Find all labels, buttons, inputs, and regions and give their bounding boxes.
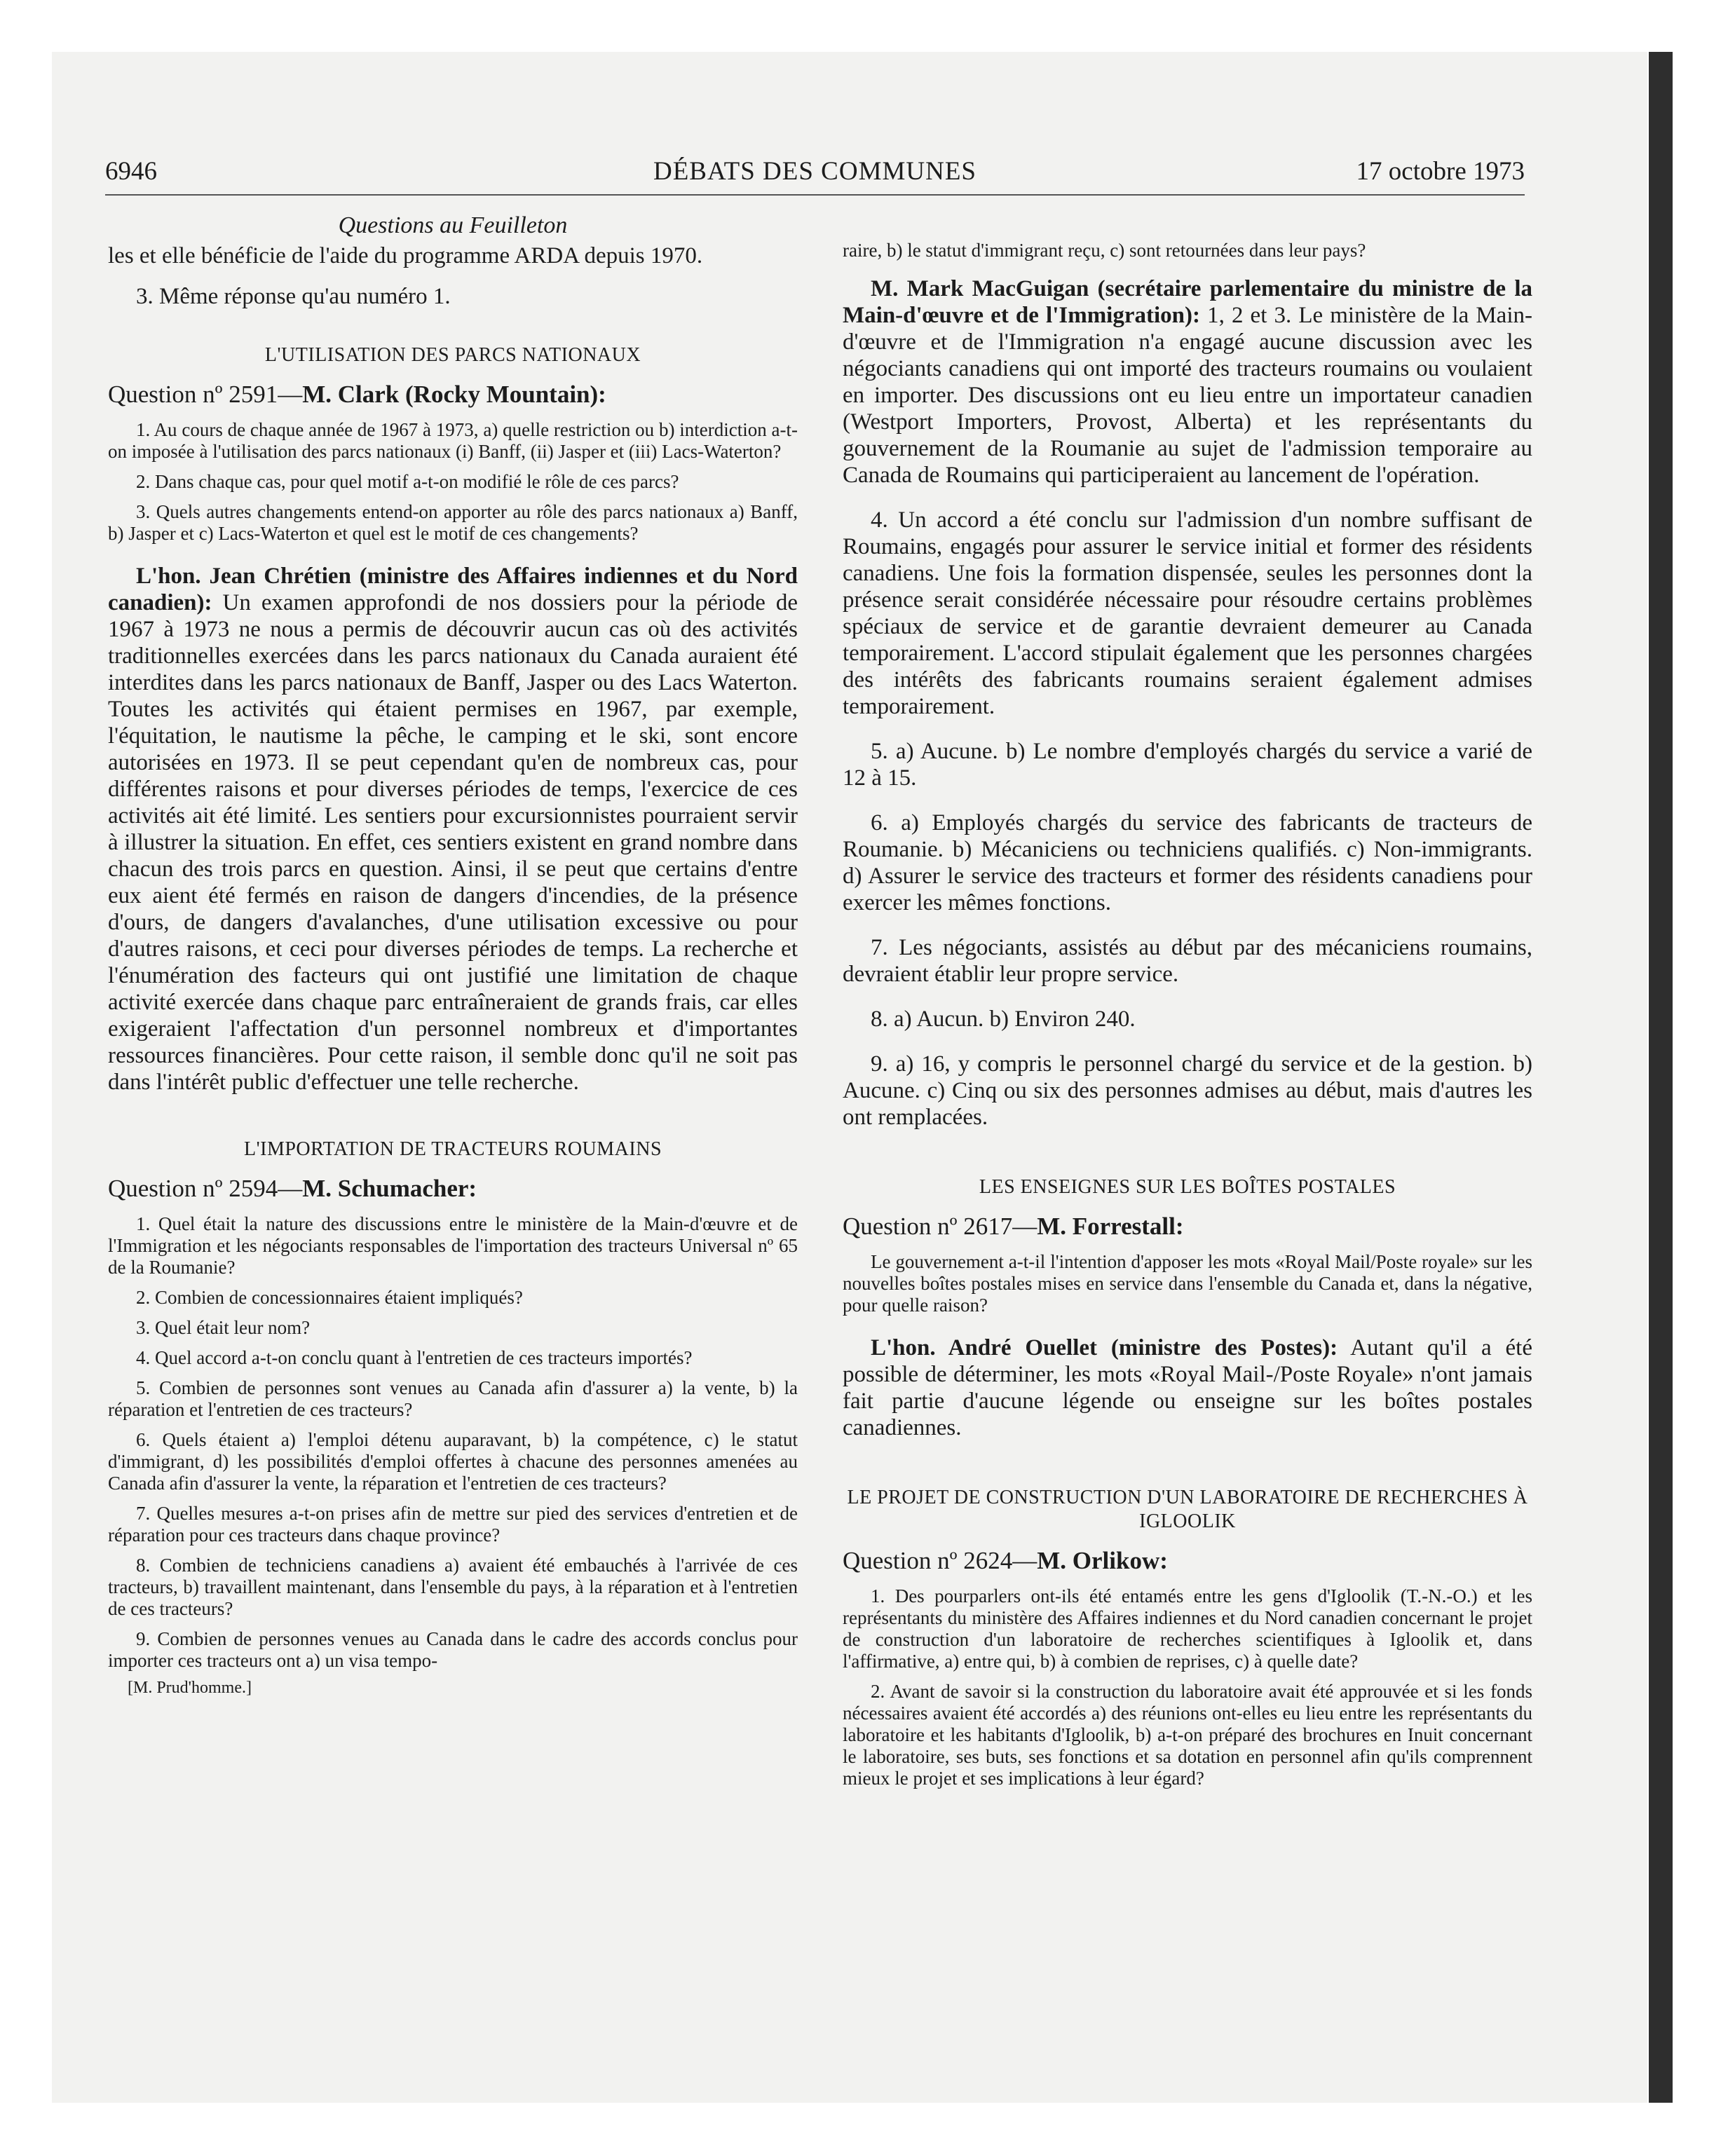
section-heading-boites: LES ENSEIGNES SUR LES BOÎTES POSTALES xyxy=(979,1176,1396,1198)
answer-paragraph: 6. a) Employés chargés du service des fabricants de tracteurs de Roumanie. b) Mécaniciens ou techniciens qualifiés. c) Non-immigrants. d) Assurer le service des tracteurs et former des résidents canadiens pour exercer les mêmes fonctions. xyxy=(843,810,1532,915)
left-column xyxy=(108,210,798,1698)
question-label: Question nº 2594— xyxy=(108,1175,303,1202)
answer-speaker: M. Mark MacGuigan (secrétaire parlementaire du ministre de la Main-d'œuvre et de l'Immigration): xyxy=(843,276,1532,328)
question-member: M. Forrestall: xyxy=(1037,1213,1184,1240)
section-heading-tracteurs: L'IMPORTATION DE TRACTEURS ROUMAINS xyxy=(243,1138,662,1160)
answer-speaker: L'hon. André Ouellet (ministre des Postes): xyxy=(871,1335,1338,1360)
question-item: 1. Des pourparlers ont-ils été entamés entre les gens d'Igloolik (T.-N.-O.) et les représentants du ministère des Affaires indiennes et du Nord canadien concernant le projet de construction d'un laboratoire de recherches scientifiques à Igloolik et, dans l'affirmative, a) entre qui, b) à combien de reprises, c) à quelle date? xyxy=(843,1585,1532,1672)
question-item-continued: raire, b) le statut d'immigrant reçu, c) sont retournées dans leur pays? xyxy=(843,240,1366,261)
question-header-2591 xyxy=(108,380,798,409)
question-member: M. Clark (Rocky Mountain): xyxy=(302,381,606,408)
answer-paragraph: 8. a) Aucun. b) Environ 240. xyxy=(871,1007,1136,1032)
answer-paragraph xyxy=(108,563,798,1096)
answer-paragraph xyxy=(843,1335,1532,1441)
question-item: Le gouvernement a-t-il l'intention d'apposer les mots «Royal Mail/Poste royale» sur les nouvelles boîtes postales mises en service dans l'ensemble du Canada et, dans la négative, pour quelle raison? xyxy=(843,1251,1532,1316)
issue-date: 17 octobre 1973 xyxy=(1356,157,1525,186)
question-header-2624 xyxy=(843,1546,1532,1576)
answer-text: Un examen approfondi de nos dossiers pour la période de 1967 à 1973 ne nous a permis de découvrir aucun cas où des activités traditionnelles exercées dans les parcs nationaux du Canada auraient été interdites dans les parcs nationaux de Banff, Jasper ou des Lacs Waterton. Toutes les activités qui étaient permises en 1967, par exemple, l'équitation, le nautisme la pêche, le camping et le ski, sont encore autorisées en 1973. Il se peut cependant qu'en de nombreux cas, pour différentes raisons et pour diverses périodes de temps, l'exercice de ces activités ait été limité. Les sentiers pour excursionnistes pourraient servir à illustrer la situation. En effet, ces sentiers existent en grand nombre dans chacun des trois parcs en question. Ainsi, il se peut que certains d'entre eux aient été fermés en raison de dangers d'incendies, de la présence d'ours, de dangers d'avalanches, d'une utilisation excessive ou pour d'autres raisons, et ceci pour diverses périodes de temps. La recherche et l'énumération des facteurs qui ont justifié une limitation de chaque activité exercée dans chaque parc entraîneraient de grands frais, car elles exigeraient l'affectation d'un personnel nombreux et d'importantes ressources financières. Pour cette raison, il semble donc qu'il ne soit pas dans l'intérêt public d'effectuer une telle recherche. xyxy=(108,590,798,1095)
section-heading-igloolik: LE PROJET DE CONSTRUCTION D'UN LABORATOIRE DE RECHERCHES À IGLOOLIK xyxy=(847,1487,1528,1532)
page-header xyxy=(105,151,1525,196)
continued-answer-3: 3. Même réponse qu'au numéro 1. xyxy=(136,284,451,309)
question-item: 9. Combien de personnes venues au Canada dans le cadre des accords conclus pour importer ces tracteurs ont a) un visa tempo- xyxy=(108,1628,798,1671)
question-item: 3. Quel était leur nom? xyxy=(136,1317,311,1338)
question-item: 4. Quel accord a-t-on conclu quant à l'entretien de ces tracteurs importés? xyxy=(136,1347,693,1368)
question-item: 1. Quel était la nature des discussions entre le ministère de la Main-d'œuvre et de l'Immigration et les négociants responsables de l'importation des tracteurs Universal nº 65 de la Roumanie? xyxy=(108,1213,798,1278)
answer-paragraph: 5. a) Aucune. b) Le nombre d'employés chargés du service a varié de 12 à 15. xyxy=(843,739,1532,791)
question-item: 2. Avant de savoir si la construction du laboratoire avait été approuvée et si les fonds nécessaires avaient été accordés a) des réunions ont-elles eu lieu entre les représentants du laboratoire et les habitants d'Igloolik, b) a-t-on préparé des brochures en Inuit concernant le laboratoire, ses buts, ses fonctions et sa dotation en personnel afin qu'ils comprennent mieux le projet et ses implications à leur égard? xyxy=(843,1681,1532,1789)
question-label: Question nº 2617— xyxy=(843,1213,1037,1240)
question-item: 2. Combien de concessionnaires étaient impliqués? xyxy=(136,1287,523,1308)
question-header-2594 xyxy=(108,1174,798,1203)
question-item: 6. Quels étaient a) l'emploi détenu auparavant, b) la compétence, c) le statut d'immigrant, d) les possibilités d'emploi offertes à chacune des personnes amenées au Canada afin d'assurer la vente, la réparation et l'entretien de ces tracteurs? xyxy=(108,1429,798,1494)
answer-speaker: L'hon. Jean Chrétien (ministre des Affaires indiennes et du Nord canadien): xyxy=(108,564,798,615)
answer-paragraph: 7. Les négociants, assistés au début par des mécaniciens roumains, devraient établir leur propre service. xyxy=(843,935,1532,987)
question-label: Question nº 2624— xyxy=(843,1547,1037,1574)
question-header-2617 xyxy=(843,1212,1532,1241)
running-head: Questions au Feuilleton xyxy=(338,212,568,238)
question-item: 7. Quelles mesures a-t-on prises afin de mettre sur pied des services d'entretien et de réparation pour ces tracteurs dans chaque province? xyxy=(108,1503,798,1546)
question-item: 1. Au cours de chaque année de 1967 à 1973, a) quelle restriction ou b) interdiction a-t-on imposée à l'utilisation des parcs nationaux (i) Banff, (ii) Jasper et (iii) Lacs-Waterton? xyxy=(108,419,798,462)
question-item: 8. Combien de techniciens canadiens a) avaient été embauchés à l'arrivée de ces tracteurs, b) travaillent maintenant, dans l'ensemble du pays, à la réparation et à l'entretien de ces tracteurs? xyxy=(108,1555,798,1619)
question-member: M. Orlikow: xyxy=(1037,1547,1168,1574)
right-column xyxy=(843,240,1532,1789)
question-label: Question nº 2591— xyxy=(108,381,303,408)
question-item: 3. Quels autres changements entend-on apporter au rôle des parcs nationaux a) Banff, b) Jasper et c) Lacs-Waterton et quel est le motif de ces changements? xyxy=(108,501,798,544)
speaker-signature: [M. Prud'homme.] xyxy=(128,1679,252,1697)
page-number: 6946 xyxy=(105,157,157,186)
answer-paragraph: 4. Un accord a été conclu sur l'admission d'un nombre suffisant de Roumains, engagés pour assurer le service initial et former des résidents canadiens. Une fois la formation dispensée, seules les personnes dont la présence serait considérée nécessaire pour résoudre certains problèmes spéciaux de service et de garantie devraient demeurer au Canada temporairement. L'accord stipulait également que les personnes chargées des intérêts des fabricants roumains seraient également admises temporairement. xyxy=(843,507,1532,719)
section-heading-parcs: L'UTILISATION DES PARCS NATIONAUX xyxy=(264,344,641,366)
answer-text: 1, 2 et 3. Le ministère de la Main-d'œuvre et de l'Immigration n'a engagé aucune discussion avec les négociants canadiens qui ont importé des tracteurs roumains ou voulaient en importer. Des discussions ont eu lieu entre un importateur canadien (Westport Importers, Provost, Alberta) et les représentants du gouvernement de la Roumanie au sujet de l'admission temporaire au Canada de Roumains qui participeraient au lancement de l'opération. xyxy=(843,303,1532,488)
continued-text: les et elle bénéficie de l'aide du programme ARDA depuis 1970. xyxy=(108,243,703,268)
question-item: 2. Dans chaque cas, pour quel motif a-t-on modifié le rôle de ces parcs? xyxy=(136,471,679,492)
answer-paragraph xyxy=(843,275,1532,489)
answer-paragraph: 9. a) 16, y compris le personnel chargé du service et de la gestion. b) Aucune. c) Cinq ou six des personnes admises au début, mais d'autres les ont remplacées. xyxy=(843,1051,1532,1130)
journal-title: DÉBATS DES COMMUNES xyxy=(653,157,977,186)
question-item: 5. Combien de personnes sont venues au Canada afin d'assurer a) la vente, b) la réparation et l'entretien de ces tracteurs? xyxy=(108,1377,798,1420)
question-member: M. Schumacher: xyxy=(302,1175,477,1202)
answer-text: Autant qu'il a été possible de déterminer, les mots «Royal Mail-/Poste Royale» n'ont jamais fait partie d'aucune légende ou enseigne sur les boîtes postales canadiennes. xyxy=(843,1335,1532,1440)
